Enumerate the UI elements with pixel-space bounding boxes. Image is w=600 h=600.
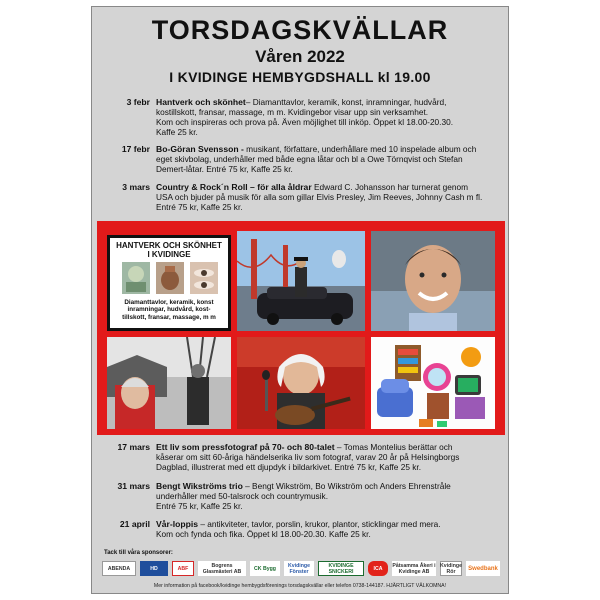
sponsor-logo: Kvidinge Fönster <box>284 561 314 576</box>
event-poster <box>91 6 509 594</box>
poster-venue: I KVIDINGE HEMBYGDSHALL kl 19.00 <box>169 69 431 85</box>
sponsor-logo: ABENDA <box>102 561 136 576</box>
event-date: 3 mars <box>122 182 150 192</box>
exhibit-heading <box>110 241 228 259</box>
event-text <box>156 442 502 472</box>
event-line: Kom och inspireras och prova på. Även möjlighet till inköp. Öppet kl 18.00-20.30. <box>156 117 454 127</box>
event-line: – Bengt Wikström, Bo Wikström och Anders Ehrenstråle <box>242 481 451 491</box>
event-date: 31 mars <box>117 481 150 491</box>
event-line: kåserar om sitt 60-åriga händelserika liv som fotograf, varav 20 år på Helsingborgs <box>156 452 460 462</box>
event-line: Edward C. Johansson har turnerat genom <box>311 182 469 192</box>
event-heading: Country & Rock´n Roll – för alla åldrar <box>156 182 312 192</box>
event-line: eget skivbolag, underhåller med både egna låtar och bl a Owe Törnqvist och Stefan <box>156 154 463 164</box>
event-line: – Tomas Montelius berättar och <box>334 442 453 452</box>
photographer-bw-photo <box>107 337 231 429</box>
sponsor-logo: KVIDINGE SNICKERI <box>318 561 364 576</box>
sponsor-logo: Kvidinge Rör <box>440 562 462 575</box>
event-date: 17 mars <box>117 442 150 452</box>
event-line: underhåller med 50-talsrock och countrymusik. <box>156 491 329 501</box>
event-heading: Ett liv som pressfotograf på 70- och 80-talet <box>156 442 335 452</box>
eye-lashes-thumbnail <box>190 262 218 294</box>
guitarist-stage-photo <box>237 337 365 429</box>
event-line: Kaffe 25 kr. <box>156 127 198 137</box>
poster-title: TORSDAGSKVÄLLAR <box>151 15 449 45</box>
flea-market-illustration <box>371 337 495 429</box>
event-heading: Vår-loppis <box>156 519 199 529</box>
event-line: musikant, författare, underhållare med 10 inspelade album och <box>243 144 477 154</box>
event-text <box>156 144 502 174</box>
event-line: Kom och fynda och fika. Öppet kl 18.00-20.30. Kaffe 25 kr. <box>156 529 371 539</box>
sponsor-logo: Påtsamma Åkeri i Kvidinge AB <box>392 562 436 575</box>
exhibition-poster-image <box>107 235 231 331</box>
exhibit-desc-line: tillskott, fransar, massage, m m <box>122 313 216 321</box>
event-text <box>156 481 502 511</box>
sponsor-logo: ICA <box>368 561 388 576</box>
event-heading: Hantverk och skönhet <box>156 97 246 107</box>
exhibit-heading-line: HANTVERK OCH SKÖNHET <box>116 241 222 250</box>
event-line: Demert-låtar. Entré 75 kr, Kaffe 25 kr. <box>156 164 293 174</box>
event-date: 21 april <box>119 519 150 529</box>
event-line: USA och bjuder på musik för alla som gillar Elvis Presley, Jim Reeves, Johnny Cash m fl. <box>156 192 483 202</box>
event-heading: Bengt Wikströms trio <box>156 481 243 491</box>
sponsors-label: Tack till våra sponsorer: <box>104 550 173 556</box>
exhibit-thumbnails <box>110 262 228 296</box>
event-date: 17 febr <box>121 144 150 154</box>
event-text <box>156 519 502 539</box>
golden-gate-car-photo <box>237 231 365 331</box>
sponsor-logo: HD <box>140 561 168 576</box>
diamond-painting-thumbnail <box>122 262 150 294</box>
event-text <box>156 182 502 212</box>
ceramic-thumbnail <box>156 262 184 294</box>
sponsor-logo: CK Bygg <box>250 561 280 576</box>
event-heading: Bo-Göran Svensson - <box>156 144 244 154</box>
event-line: – Diamanttavlor, keramik, konst, inramningar, hudvård, <box>245 97 447 107</box>
event-line: Entré 75 kr, Kaffe 25 kr. <box>156 202 243 212</box>
event-line: – antikviteter, tavlor, porslin, krukor, plantor, sticklingar med mera. <box>198 519 441 529</box>
exhibit-description <box>110 299 228 321</box>
poster-subtitle: Våren 2022 <box>255 47 345 66</box>
singer-portrait-photo <box>371 231 495 331</box>
sponsor-logo: Swedbank <box>466 561 500 576</box>
event-line: Dagblad, illustrerat med ett djupdyk i bildarkivet. Entré 75 kr, Kaffe 25 kr. <box>156 462 422 472</box>
poster-footer: Mer information på facebook/kvidinge hembygdsförenings torsdagskvällar eller telefon 0738-144187. HJÄRTLIGT VÄLKOMNA! <box>153 583 447 589</box>
exhibit-desc-line: inramningar, hudvård, kost- <box>127 306 211 314</box>
event-date: 3 febr <box>126 97 150 107</box>
event-line: kostillskott, fransar, massage, m m. Kvidingebor visar upp sin verksamhet. <box>156 107 429 117</box>
event-text <box>156 97 502 137</box>
sponsor-logo: ABF <box>172 561 194 576</box>
sponsor-logo: Bogrens Glasmästeri AB <box>198 561 246 576</box>
event-line: Entré 75 kr, Kaffe 25 kr. <box>156 501 243 511</box>
exhibit-desc-line: Diamanttavlor, keramik, konst <box>124 299 214 306</box>
photo-collage <box>97 221 505 435</box>
sponsor-logos <box>102 559 500 579</box>
exhibit-heading-line: I KVIDINGE <box>147 250 191 259</box>
